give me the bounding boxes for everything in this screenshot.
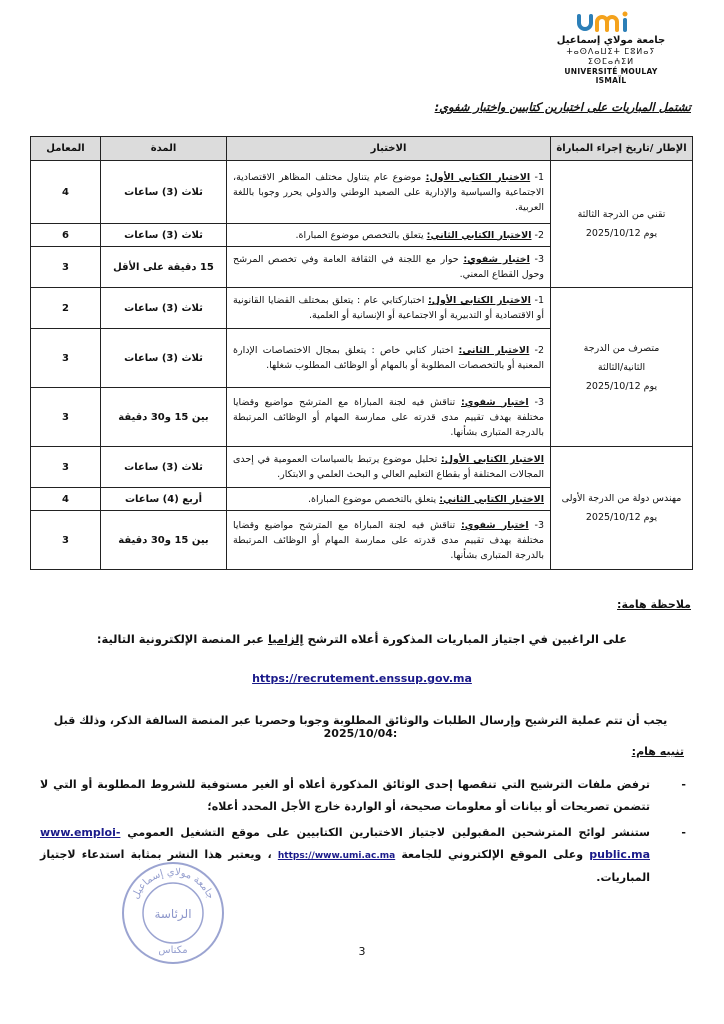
test-description: تحليل موضوع يرتبط بالسياسات العمومية في إحدى المجالات المختلفة أو بقطاع التعليم العالي و البحث العلمي و الابتكار. xyxy=(233,454,544,480)
test-title: الاختبار الثاني: xyxy=(458,345,530,356)
warning-label: تنبيه هام: xyxy=(631,745,684,758)
frame-date: يوم 2025/10/12 xyxy=(585,380,658,392)
test-title: الاختبار الكتابي الثاني: xyxy=(439,493,544,505)
duration-cell: بين 15 و30 دقيقة xyxy=(101,388,227,447)
test-description: يتعلق بالتخصص موضوع المباراة. xyxy=(295,229,424,241)
test-number: 1- xyxy=(534,171,544,183)
duration-cell: ثلاث (3) ساعات xyxy=(101,224,227,247)
duration-cell: ثلاث (3) ساعات xyxy=(101,288,227,329)
test-number: 2- xyxy=(534,229,544,241)
duration-cell: ثلاث (3) ساعات xyxy=(101,161,227,224)
exams-intro-heading: تشتمل المباريات على اختبارين كتابيين واختبار شفوي: xyxy=(434,100,691,114)
coefficient-cell: 4 xyxy=(31,161,101,224)
test-cell xyxy=(227,161,551,224)
duration-cell: 15 دقيقة على الأقل xyxy=(101,247,227,288)
test-title: اختبار شفوي: xyxy=(461,396,529,408)
stamp-center-text: الرئاسة xyxy=(154,907,192,921)
university-name-french: UNIVERSITÉ MOULAY ISMAÏL xyxy=(564,67,658,85)
header-duration: المدة xyxy=(101,137,227,161)
frame-cell xyxy=(551,447,693,570)
test-cell xyxy=(227,329,551,388)
frame-title-continued: الثانية/الثالثة xyxy=(597,361,646,373)
test-description: حوار مع اللجنة في الثقافة العامة وفي تخصص المرشح وحول القطاع المعني. xyxy=(233,254,544,280)
page-number: 3 xyxy=(358,945,366,958)
coefficient-cell: 2 xyxy=(31,288,101,329)
test-cell xyxy=(227,488,551,511)
test-description: اختباركتابي عام : يتعلق بمختلف القضايا القانونية أو الاقتصادية أو التدبيرية أو الاجتماعية أو الإنسانية أو العلمية. xyxy=(233,295,544,321)
coefficient-cell: 3 xyxy=(31,247,101,288)
table-row xyxy=(31,447,693,488)
test-title: الاختبار الكتابي الأول: xyxy=(427,295,531,306)
test-number: 1- xyxy=(534,295,544,306)
stamp-ring-text: جامعة مولاي إسماعيل xyxy=(130,866,216,901)
university-logo xyxy=(556,10,666,85)
coefficient-cell: 3 xyxy=(31,511,101,570)
test-cell xyxy=(227,447,551,488)
header-coefficient: المعامل xyxy=(31,137,101,161)
university-name-tifinagh: ⵜⴰⵙⴷⴰⵡⵉⵜ ⵎⵓⵍⴰⵢ ⵉⵙⵎⴰⵄⵉⵍ xyxy=(566,47,656,66)
coefficient-cell: 3 xyxy=(31,329,101,388)
emploi-public-link[interactable]: www.emploi-public.ma xyxy=(40,826,651,861)
frame-cell xyxy=(551,288,693,447)
test-title: الاختبار الكتابي الأول: xyxy=(425,171,531,183)
university-name-arabic: جامعة مولاي إسماعيل xyxy=(556,35,666,46)
test-title: الاختبار الكتابي الثاني: xyxy=(426,229,532,241)
duration-cell: ثلاث (3) ساعات xyxy=(101,329,227,388)
test-title: اختبار شفوي: xyxy=(463,254,530,265)
test-cell xyxy=(227,224,551,247)
stamp-bottom-text: مكناس xyxy=(158,945,188,956)
frame-cell xyxy=(551,161,693,288)
test-number: 3- xyxy=(534,519,544,531)
table-header-row xyxy=(31,137,693,161)
test-number: 3- xyxy=(534,254,544,265)
coefficient-cell: 3 xyxy=(31,447,101,488)
duration-cell: بين 15 و30 دقيقة xyxy=(101,511,227,570)
publication-text-start: ستنشر لوائح المترشحين المقبولين لاجتياز الاختبارين الكتابيين على موقع التشغيل العمومي xyxy=(120,826,650,839)
important-note-text xyxy=(30,632,694,646)
coefficient-cell: 6 xyxy=(31,224,101,247)
publication-text-middle: وعلى الموقع الإلكتروني للجامعة xyxy=(395,848,590,861)
test-cell xyxy=(227,511,551,570)
frame-title: مهندس دولة من الدرجة الأولى xyxy=(561,493,682,504)
duration-cell: أربع (4) ساعات xyxy=(101,488,227,511)
note-text-emphasis: إلزاميا xyxy=(267,632,304,646)
test-number: 2- xyxy=(534,345,544,356)
test-title: الاختبار الكتابي الأول: xyxy=(440,454,544,465)
test-cell xyxy=(227,247,551,288)
publication-text-end: ، ويعتبر هذا النشر بمثابة استدعاء لاجتياز المباريات. xyxy=(40,848,650,884)
test-description: اختبار كتابي خاص : يتعلق بمجال الاختصاصات الإدارة المعنية أو بالتخصصات المطلوبة أو بالمهام أو الوظائف المطلوب شغلها. xyxy=(233,345,544,371)
frame-date: يوم 2025/10/12 xyxy=(585,512,658,523)
test-description: تناقش فيه لجنة المباراة مع المترشح مواضيع وقضايا مختلفة بهدف تقييم مدى قدرته على ممارسة المهام أو الوظائف المرتبطة بالدرجة المتبارى بشأنها. xyxy=(233,519,544,561)
frame-title: تقني من الدرجة الثالثة xyxy=(577,209,666,220)
coefficient-cell: 4 xyxy=(31,488,101,511)
table-row xyxy=(31,161,693,224)
umi-website-link[interactable]: https://www.umi.ac.ma xyxy=(277,851,396,861)
important-note-label: ملاحظة هامة: xyxy=(617,598,691,611)
test-description: موضوع عام يتناول مختلف المظاهر الاقتصادية، الاجتماعية والسياسية والإدارية على الصعيد الوطني والدولي يحرر وجوبا باللغة العربية. xyxy=(233,171,544,213)
table-row xyxy=(31,288,693,329)
header-test: الاختبار xyxy=(227,137,551,161)
test-description: تناقش فيه لجنة المباراة مع المترشح مواضيع وقضايا مختلفة بهدف تقييم مدى قدرته على ممارسة المهام أو الوظائف المرتبطة بالدرجة المتبارى بشأنها. xyxy=(233,396,544,438)
note-text-end: عبر المنصة الإلكترونية التالية: xyxy=(96,632,268,646)
test-number: 3- xyxy=(534,396,544,408)
umi-logo-icon xyxy=(575,10,647,34)
recruitment-platform-link[interactable]: https://recrutement.enssup.gov.ma xyxy=(252,672,472,685)
test-description: يتعلق بالتخصص موضوع المباراة. xyxy=(307,493,437,505)
exams-table xyxy=(30,136,693,570)
coefficient-cell: 3 xyxy=(31,388,101,447)
header-frame: الإطار /تاريخ إجراء المباراة xyxy=(551,137,693,161)
test-cell xyxy=(227,288,551,329)
application-deadline-text: يجب أن تتم عملية الترشيح وإرسال الطلبات والوثائق المطلوبة وجوبا وحصريا عبر المنصة السالفة الذكر، وذلك قبل :2025/10/04 xyxy=(53,714,668,740)
warning-item-rejection: - ترفض ملفات الترشيح التي تنقصها إحدى الوثائق المذكورة أعلاه أو الغير مستوفية للشروط المطلوبة أو التي لا تتضمن تصريحات أو بيانات أو معلومات صحيحة، أو الواردة خارج الأجل المحدد أعلاه؛ xyxy=(40,774,686,818)
duration-cell: ثلاث (3) ساعات xyxy=(101,447,227,488)
note-text-start: على الراغبين في اجتياز المباريات المذكورة أعلاه الترشح xyxy=(303,632,628,646)
test-title: اختبار شفوي: xyxy=(461,519,529,531)
frame-date: يوم 2025/10/12 xyxy=(585,228,658,239)
test-cell xyxy=(227,388,551,447)
frame-title: متصرف من الدرجة xyxy=(583,342,660,354)
